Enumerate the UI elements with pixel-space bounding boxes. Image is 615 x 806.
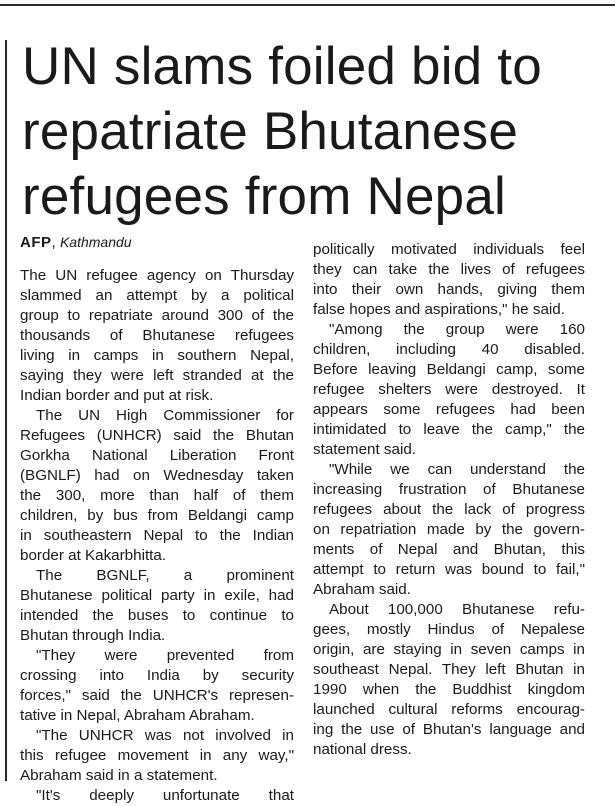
body-text-line: refugee shelters were destroyed. It <box>313 381 585 398</box>
body-text-line: slammed an attempt by a political <box>20 287 294 304</box>
body-text-line: "The UNHCR was not involved in <box>36 727 294 744</box>
body-text-line: the 300, more than half of them <box>20 487 294 504</box>
left-column-body <box>20 266 294 806</box>
body-text-line: intimidated to leave the camp," the <box>313 421 585 438</box>
left-column <box>20 232 294 806</box>
right-column <box>313 240 585 760</box>
body-text-line: Bhutanese political party in exile, had <box>20 587 294 604</box>
body-text-line: Bhutan through India. <box>20 627 166 644</box>
body-text-line: "They were prevented from <box>36 647 294 664</box>
body-text-line: false hopes and aspirations," he said. <box>313 301 565 318</box>
body-text-line: children, including 40 disabled. <box>313 341 585 358</box>
body-text-line: into their own hands, giving them <box>313 281 585 298</box>
body-text-line: in southeastern Nepal to the Indian <box>20 527 294 544</box>
body-text-line: Gorkha National Liberation Front <box>20 447 294 464</box>
body-text-line: "It's deeply unfortunate that <box>36 787 294 804</box>
body-text-line: Abraham said. <box>313 581 411 598</box>
body-text-line: living in camps in southern Nepal, <box>20 347 294 364</box>
body-text-line: About 100,000 Bhutanese refu- <box>329 601 585 618</box>
body-text-line: national dress. <box>313 741 412 758</box>
body-text-line: gees, mostly Hindus of Nepalese <box>313 621 585 638</box>
body-text-line: The UN High Commissioner for <box>36 407 294 424</box>
body-text-line: Abraham said in a statement. <box>20 767 218 784</box>
body-text-line: saying they were left stranded at the <box>20 367 294 384</box>
headline-line: repatriate Bhutanese <box>22 102 519 161</box>
body-text-line: statement said. <box>313 441 416 458</box>
byline-location: Kathmandu <box>59 234 132 250</box>
byline-agency: AFP <box>20 234 52 251</box>
body-text-line: origin, are staying in seven camps in <box>313 641 585 658</box>
body-text-line: The BGNLF, a prominent <box>36 567 294 584</box>
body-text-line: politically motivated individuals feel <box>313 241 585 258</box>
body-text-line: forces," said the UNHCR's represen- <box>20 687 294 704</box>
top-rule <box>0 4 615 6</box>
body-text-line: The UN refugee agency on Thursday <box>20 267 294 284</box>
body-text-line: thousands of Bhutanese refugees <box>20 327 294 344</box>
body-text-line: intended the buses to continue to <box>20 607 294 624</box>
body-text-line: appears some refugees had been <box>313 401 585 418</box>
body-text-line: "While we can understand the <box>329 461 585 478</box>
headline <box>22 34 612 229</box>
headline-line: refugees from Nepal <box>22 167 506 226</box>
body-text-line: southeast Nepal. They left Bhutan in <box>313 661 585 678</box>
byline-separator: , <box>51 234 60 251</box>
body-text-line: attempt to return was bound to fail," <box>313 561 585 578</box>
body-text-line: "Among the group were 160 <box>329 321 585 338</box>
body-text-line: crossing into India by security <box>20 667 294 684</box>
body-text-line: increasing frustration of Bhutanese <box>313 481 585 498</box>
body-text-line: launched cultural reforms encourag- <box>313 701 585 718</box>
body-text-line: border at Kakarbhitta. <box>20 547 167 564</box>
body-text-line: children, by bus from Beldangi camp <box>20 507 294 524</box>
body-text-line: refugees about the lack of progress <box>313 501 585 518</box>
body-text-line: on repatriation made by the govern- <box>313 521 585 538</box>
headline-line: UN slams foiled bid to <box>22 37 542 96</box>
body-text-line: 1990 when the Buddhist kingdom <box>313 681 585 698</box>
column-rule <box>5 40 7 781</box>
body-text-line: Refugees (UNHCR) said the Bhutan <box>20 427 294 444</box>
body-text-line: ing the use of Bhutan's language and <box>313 721 585 738</box>
byline <box>20 232 294 254</box>
body-text-line: this refugee movement in any way," <box>20 747 294 764</box>
body-text-line: ments of Nepal and Bhutan, this <box>313 541 585 558</box>
right-column-body <box>313 240 585 760</box>
body-text-line: Indian border and put at risk. <box>20 387 214 404</box>
body-text-line: (BGNLF) had on Wednesday taken <box>20 467 294 484</box>
body-text-line: tative in Nepal, Abraham Abraham. <box>20 707 255 724</box>
body-text-line: they can take the lives of refugees <box>313 261 585 278</box>
body-text-line: group to repatriate around 300 of the <box>20 307 294 324</box>
body-text-line: Before leaving Beldangi camp, some <box>313 361 585 378</box>
